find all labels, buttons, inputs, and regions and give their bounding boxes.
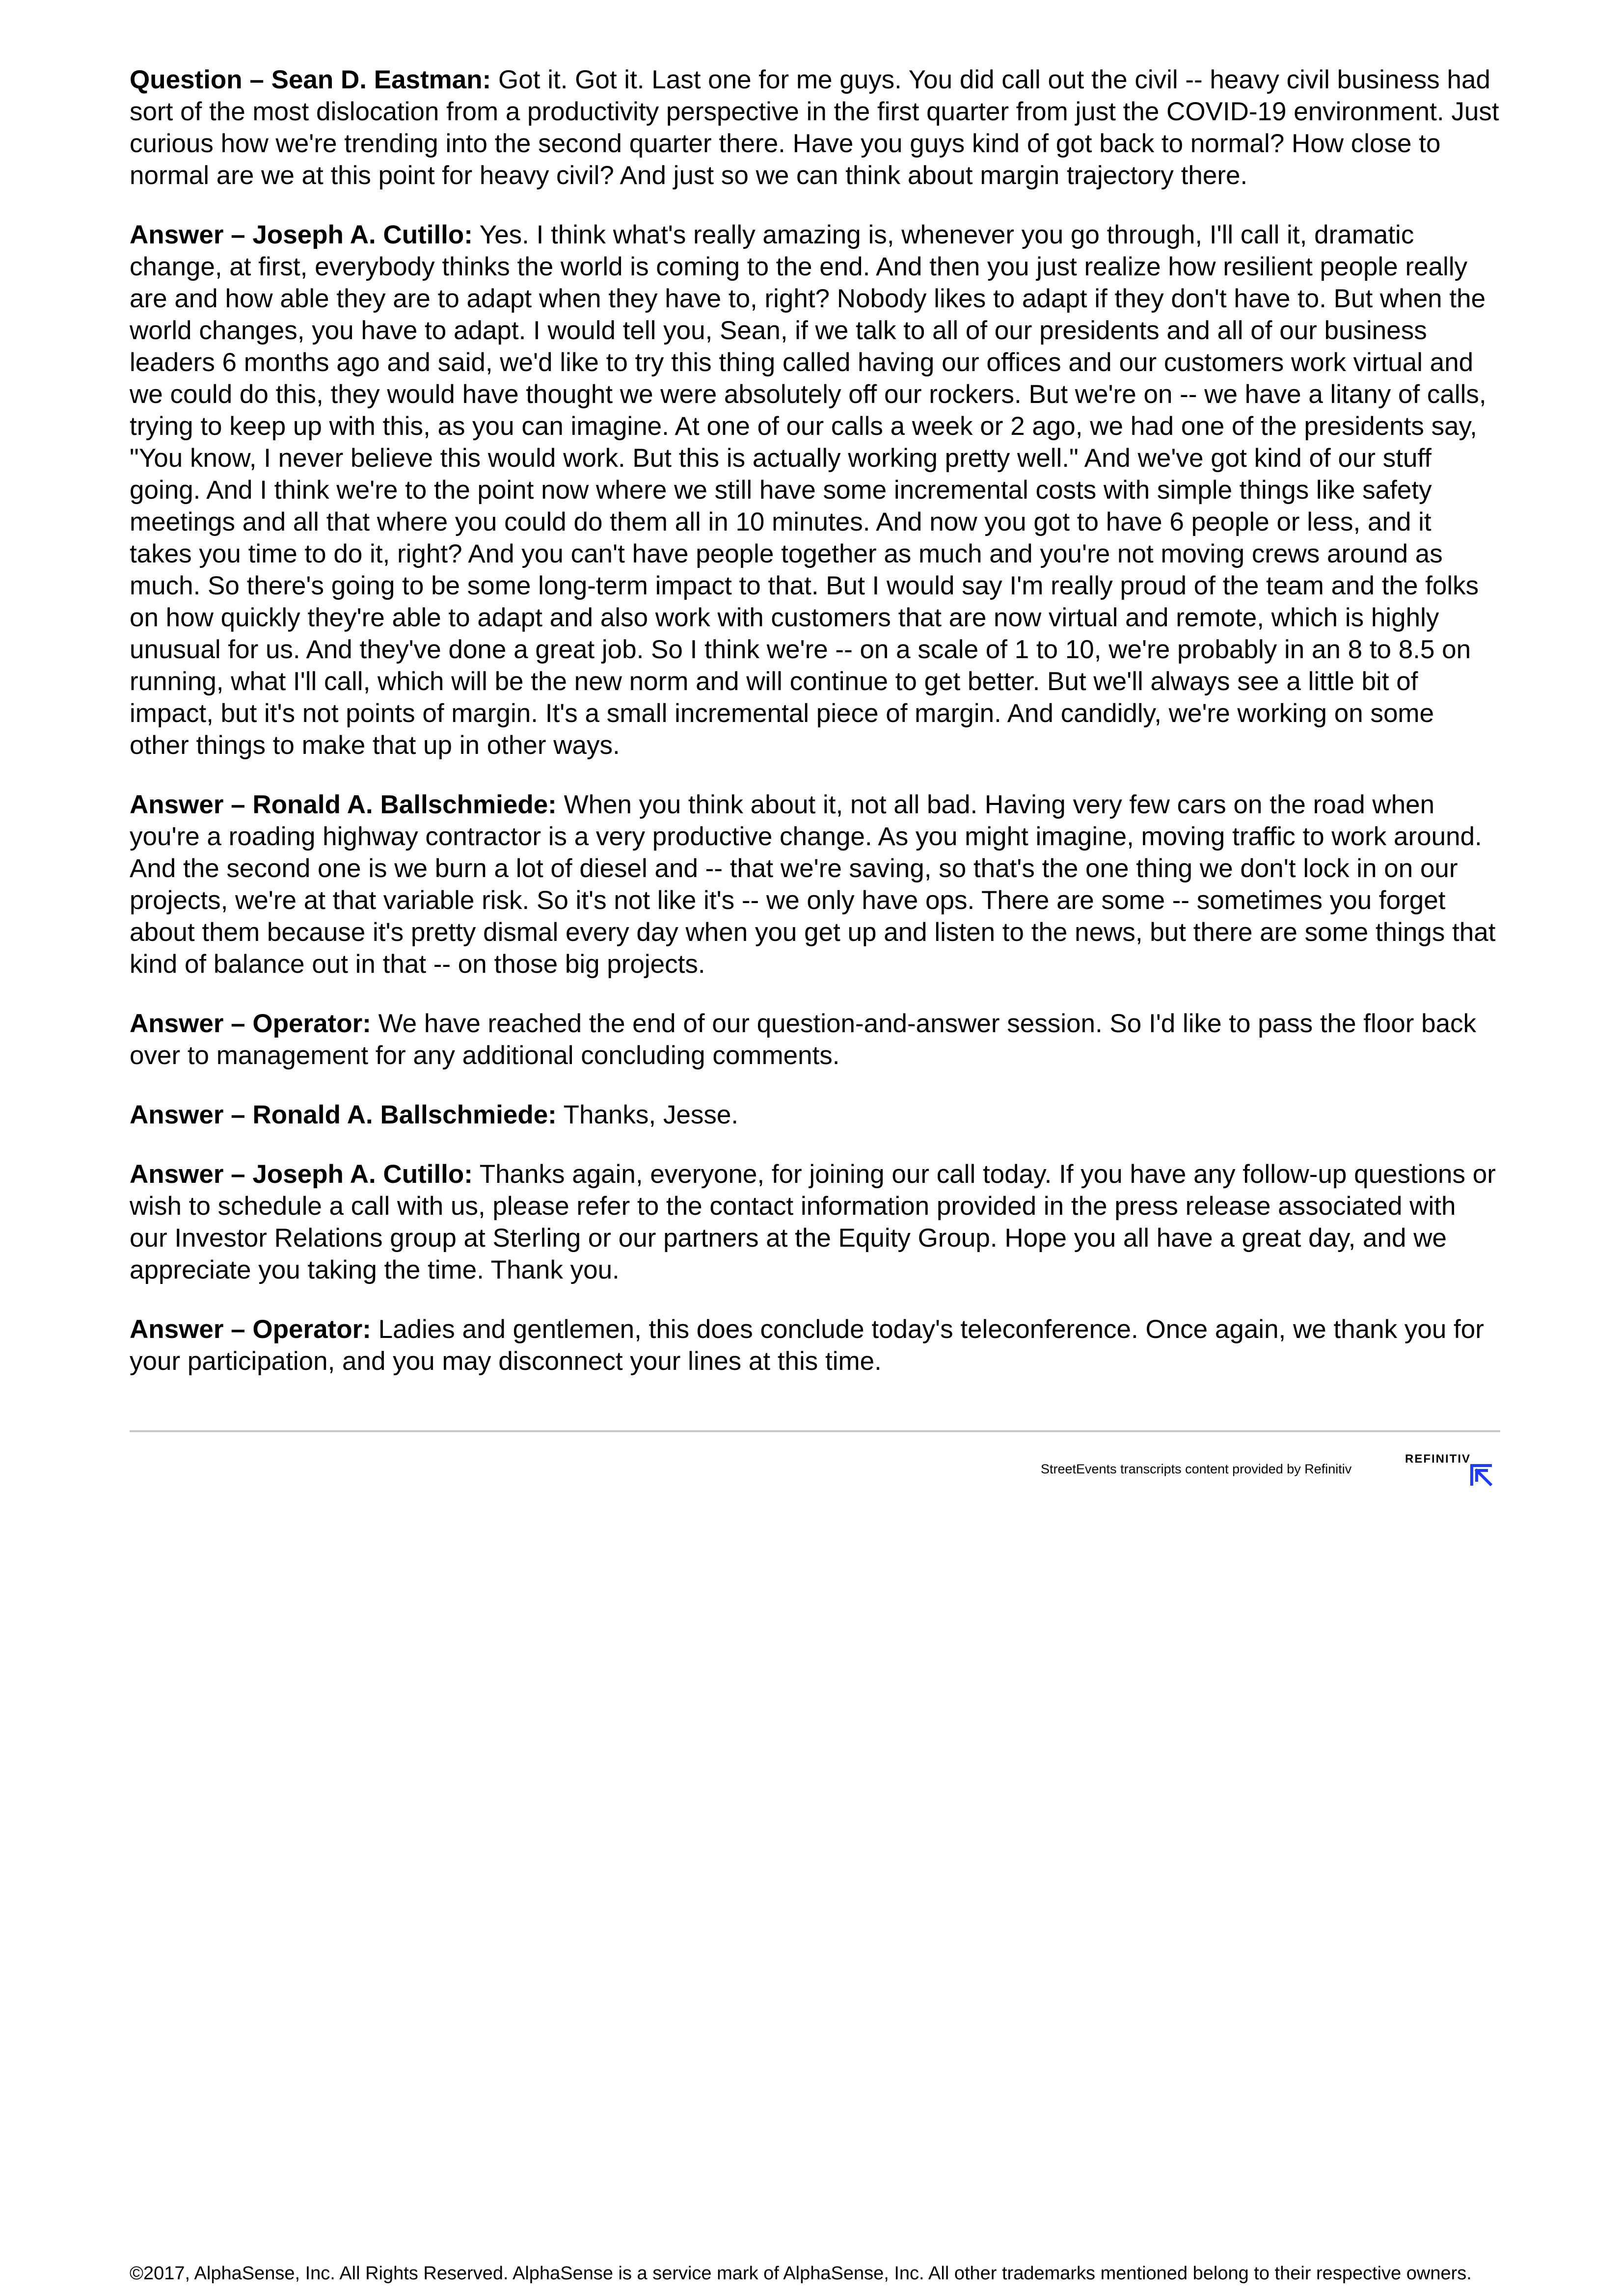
- speaker-label: Answer – Joseph A. Cutillo:: [130, 220, 473, 249]
- transcript-entry: [130, 1099, 1500, 1131]
- entry-text: Thanks, Jesse.: [563, 1100, 739, 1129]
- transcript-entry: [130, 1313, 1500, 1377]
- transcript-entry: [130, 1008, 1500, 1071]
- transcript-entry: [130, 1158, 1500, 1286]
- transcript-body: [130, 64, 1500, 1405]
- logo-wordmark: REFINITIV: [1405, 1452, 1471, 1466]
- speaker-label: Answer – Operator:: [130, 1009, 371, 1038]
- provider-credit: StreetEvents transcripts content provided by Refinitiv: [1041, 1462, 1352, 1476]
- entry-text: Thanks again, everyone, for joining our call today. If you have any follow-up questions or wish to schedule a call with us, please refer to the contact information provided in the press release associated with our Investor Relations group at Sterling or our partners at the Equity Group. Hope you all have a great day, and we appreciate you taking the time. Thank you.: [130, 1160, 1496, 1284]
- entry-text: Ladies and gentlemen, this does conclude today's teleconference. Once again, we thank you for your participation, and you may disconnect your lines at this time.: [130, 1315, 1484, 1376]
- refinitiv-logo: [1405, 1453, 1493, 1487]
- entry-text: Yes. I think what's really amazing is, whenever you go through, I'll call it, dramatic change, at first, everybody thinks the world is coming to the end. And then you just realize how resilient people really are and how able they are to adapt when they have to, right? Nobody likes to adapt if they don't have to. But when the world changes, you have to adapt. I would tell you, Sean, if we talk to all of our presidents and all of our business leaders 6 months ago and said, we'd like to try this thing called having our offices and our customers work virtual and we could do this, they would have thought we were absolutely off our rockers. But we're on -- we have a litany of calls, trying to keep up with this, as you can imagine. At one of our calls a week or 2 ago, we had one of the presidents say, "You know, I never believe this would work. But this is actually working pretty well." And we've got kind of our stuff going. And I think we're to the point now where we still have some incremental costs with simple things like safety meetings and all that where you could do them all in 10 minutes. And now you got to have 6 people or less, and it takes you time to do it, right? And you can't have people together as much and you're not moving crews around as much. So there's going to be some long-term impact to that. But I would say I'm really proud of the team and the folks on how quickly they're able to adapt and also work with customers that are now virtual and remote, which is highly unusual for us. And they've done a great job. So I think we're -- on a scale of 1 to 10, we're probably in an 8 to 8.5 on running, what I'll call, which will be the new norm and will continue to get better. But we'll always see a little bit of impact, but it's not points of margin. It's a small incremental piece of margin. And candidly, we're working on some other things to make that up in other ways.: [130, 220, 1486, 760]
- entry-text: Got it. Got it. Last one for me guys. You did call out the civil -- heavy civil business had sort of the most dislocation from a productivity perspective in the first quarter from just the COVID-19 environment. Just curious how we're trending into the second quarter there. Have you guys kind of got back to normal? How close to normal are we at this point for heavy civil? And just so we can think about margin trajectory there.: [130, 65, 1499, 190]
- refinitiv-mark-icon: [1470, 1464, 1492, 1486]
- speaker-label: Answer – Ronald A. Ballschmiede:: [130, 790, 557, 819]
- transcript-entry: [130, 219, 1500, 761]
- speaker-label: Answer – Ronald A. Ballschmiede:: [130, 1100, 557, 1129]
- footer-divider: [130, 1430, 1500, 1432]
- entry-text: When you think about it, not all bad. Having very few cars on the road when you're a roading highway contractor is a very productive change. As you might imagine, moving traffic to work around. And the second one is we burn a lot of diesel and -- that we're saving, so that's the one thing we don't lock in on our projects, we're at that variable risk. So it's not like it's -- we only have ops. There are some -- sometimes you forget about them because it's pretty dismal every day when you get up and listen to the news, but there are some things that kind of balance out in that -- on those big projects.: [130, 790, 1496, 979]
- transcript-entry: [130, 789, 1500, 980]
- copyright-notice: ©2017, AlphaSense, Inc. All Rights Reserved. AlphaSense is a service mark of AlphaSense, Inc. All other trademarks mentioned belong to their respective owners.: [130, 2263, 1472, 2284]
- transcript-entry: [130, 64, 1500, 191]
- speaker-label: Answer – Joseph A. Cutillo:: [130, 1160, 473, 1189]
- entry-text: We have reached the end of our question-and-answer session. So I'd like to pass the floor back over to management for any additional concluding comments.: [130, 1009, 1477, 1070]
- speaker-label: Answer – Operator:: [130, 1315, 371, 1344]
- speaker-label: Question – Sean D. Eastman:: [130, 65, 491, 94]
